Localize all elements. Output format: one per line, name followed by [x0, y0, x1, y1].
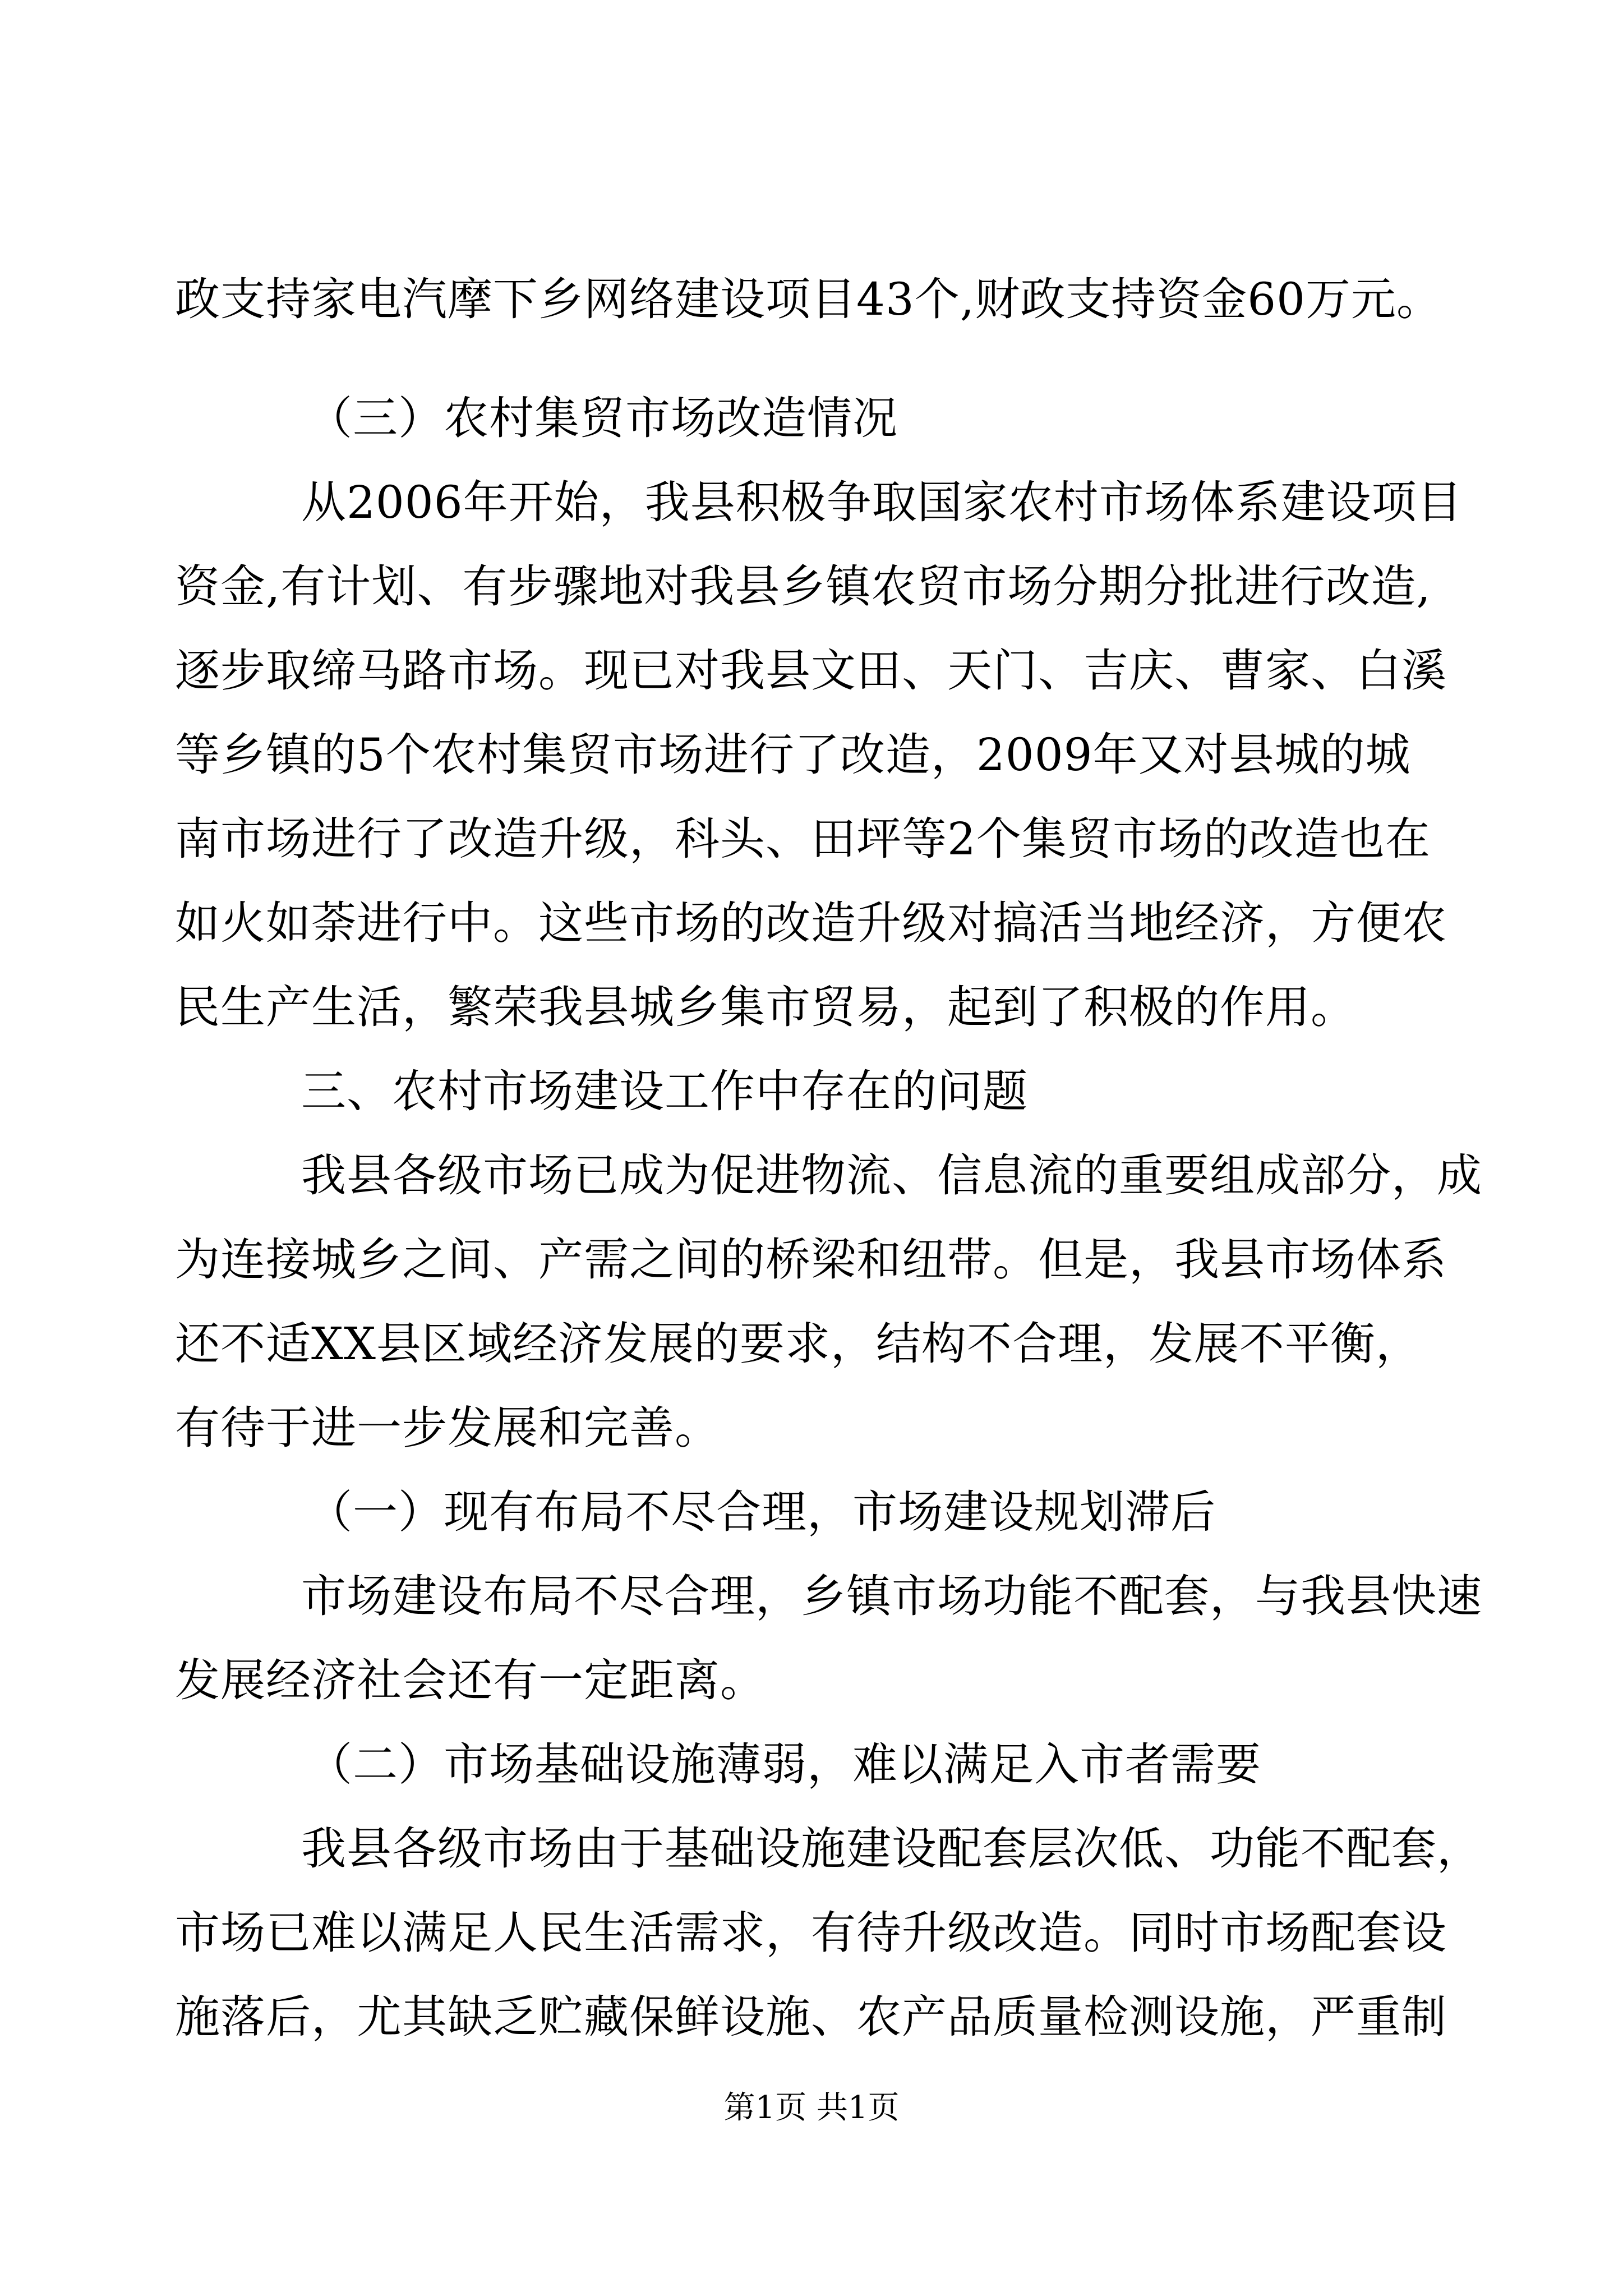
- paragraph-line: 为连接城乡之间、产需之间的桥梁和纽带。但是，我县市场体系: [175, 1234, 1447, 1286]
- paragraph-line: 逐步取缔马路市场。现已对我县文田、天门、吉庆、曹家、白溪: [175, 645, 1447, 697]
- paragraph-line: 我县各级市场由于基础设施建设配套层次低、功能不配套，: [301, 1823, 1482, 1875]
- paragraph-line: 从2006年开始，我县积极争取国家农村市场体系建设项目: [301, 476, 1463, 528]
- paragraph-line: 政支持家电汽摩下乡网络建设项目43个,财政支持资金60万元。: [175, 273, 1442, 325]
- paragraph-line: 市场建设布局不尽合理，乡镇市场功能不配套，与我县快速: [301, 1570, 1482, 1622]
- paragraph-line: 施落后，尤其缺乏贮藏保鲜设施、农产品质量检测设施，严重制: [175, 1991, 1447, 2043]
- paragraph-line: 发展经济社会还有一定距离。: [175, 1654, 766, 1706]
- paragraph-line: 还不适XX县区域经济发展的要求，结构不合理，发展不平衡，: [175, 1318, 1421, 1370]
- paragraph-line: 等乡镇的5个农村集贸市场进行了改造，2009年又对县城的城: [175, 729, 1411, 781]
- paragraph-line: 资金,有计划、有步骤地对我县乡镇农贸市场分期分批进行改造,: [175, 560, 1431, 613]
- paragraph-line: 我县各级市场已成为促进物流、信息流的重要组成部分，成: [301, 1149, 1482, 1202]
- section-heading: （三）农村集贸市场改造情况: [307, 392, 898, 444]
- paragraph-line: 如火如荼进行中。这些市场的改造升级对搞活当地经济，方便农: [175, 897, 1447, 949]
- paragraph-line: 市场已难以满足人民生活需求，有待升级改造。同时市场配套设: [175, 1907, 1447, 1959]
- section-heading: （一）现有布局不尽合理，市场建设规划滞后: [307, 1486, 1216, 1538]
- paragraph-line: 南市场进行了改造升级，科头、田坪等2个集贸市场的改造也在: [175, 813, 1431, 865]
- paragraph-line: 有待于进一步发展和完善。: [175, 1402, 720, 1454]
- page-footer: 第1页 共1页: [723, 2090, 900, 2126]
- paragraph-line: 民生产生活，繁荣我县城乡集市贸易，起到了积极的作用。: [175, 981, 1356, 1033]
- section-heading: 三、农村市场建设工作中存在的问题: [301, 1065, 1028, 1117]
- section-heading: （二）市场基础设施薄弱，难以满足入市者需要: [307, 1738, 1261, 1791]
